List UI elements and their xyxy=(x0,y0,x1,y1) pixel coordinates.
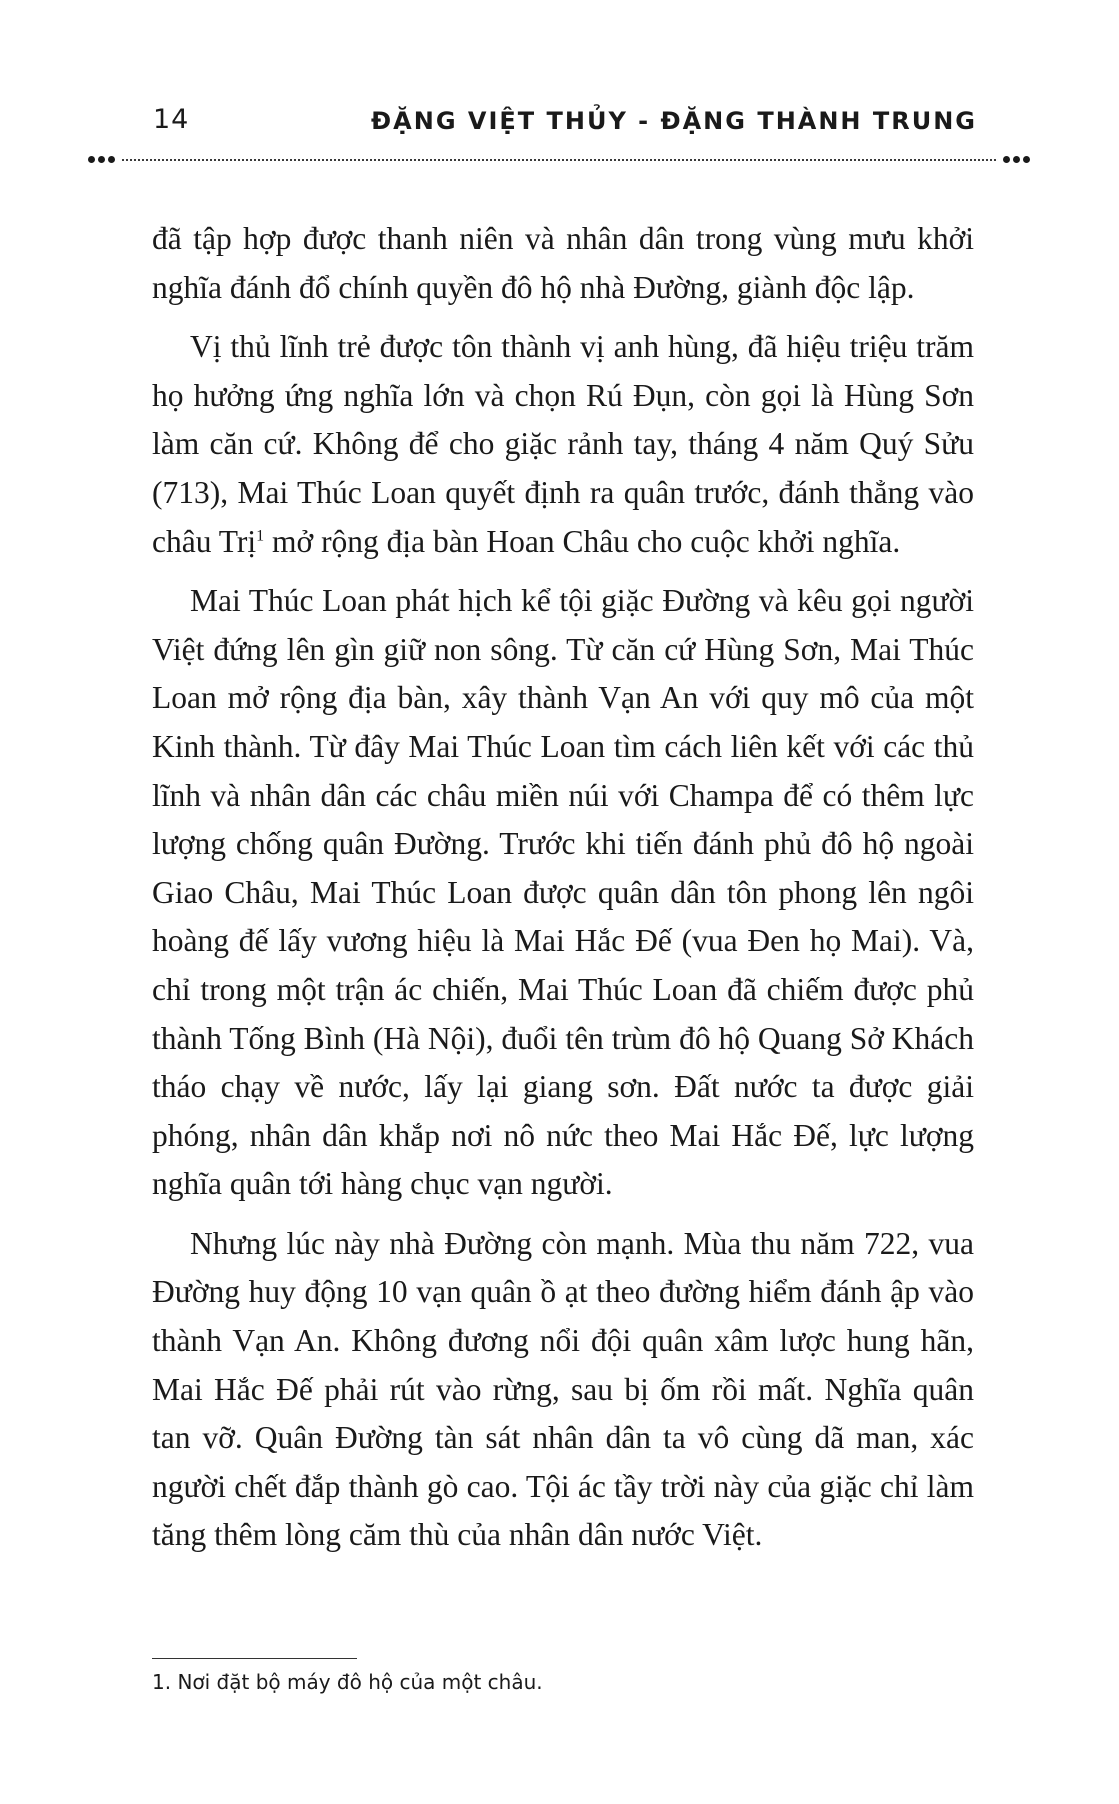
ornament-dot-icon xyxy=(1003,156,1010,163)
page-header xyxy=(0,0,1119,180)
footnote: 1. Nơi đặt bộ máy đô hộ của một châu. xyxy=(152,1670,543,1694)
paragraph-2 xyxy=(152,323,974,566)
footnote-separator xyxy=(152,1658,357,1659)
page-number: 14 xyxy=(153,104,190,135)
body-text xyxy=(152,215,974,1571)
footnote-reference[interactable]: 1 xyxy=(256,527,265,545)
paragraph-3: Mai Thúc Loan phát hịch kể tội giặc Đường và kêu gọi người Việt đứng lên gìn giữ non sông. Từ căn cứ Hùng Sơn, Mai Thúc Loan mở rộng địa bàn, xây thành Vạn An với quy mô của một Kinh thành. Từ đây Mai Thúc Loan tìm cách liên kết với các thủ lĩnh và nhân dân các châu miền núi với Champa để có thêm lực lượng chống quân Đường. Trước khi tiến đánh phủ đô hộ ngoài Giao Châu, Mai Thúc Loan được quân dân tôn phong lên ngôi hoàng đế lấy vương hiệu là Mai Hắc Đế (vua Đen họ Mai). Và, chỉ trong một trận ác chiến, Mai Thúc Loan đã chiếm được phủ thành Tống Bình (Hà Nội), đuổi tên trùm đô hộ Quang Sở Khách tháo chạy về nước, lấy lại giang sơn. Đất nước ta được giải phóng, nhân dân khắp nơi nô nức theo Mai Hắc Đế, lực lượng nghĩa quân tới hàng chục vạn người. xyxy=(152,583,974,1202)
paragraph-2-text: Vị thủ lĩnh trẻ được tôn thành vị anh hùng, đã hiệu triệu trăm họ hưởng ứng nghĩa lớn và chọn Rú Đụn, còn gọi là Hùng Sơn làm căn cứ. Không để cho giặc rảnh tay, tháng 4 năm Quý Sửu (713), Mai Thúc Loan quyết định ra quân trước, đánh thẳng vào châu Trị xyxy=(152,329,974,559)
ornament-dot-icon xyxy=(1013,156,1020,163)
dotted-divider xyxy=(122,159,996,161)
paragraph-1: đã tập hợp được thanh niên và nhân dân trong vùng mưu khởi nghĩa đánh đổ chính quyền đô hộ nhà Đường, giành độc lập. xyxy=(152,221,974,305)
ornament-dot-icon xyxy=(108,156,115,163)
ornament-dot-icon xyxy=(98,156,105,163)
running-head: ĐẶNG VIỆT THỦY - ĐẶNG THÀNH TRUNG xyxy=(371,107,977,135)
ornament-dot-icon xyxy=(1023,156,1030,163)
paragraph-4: Nhưng lúc này nhà Đường còn mạnh. Mùa thu năm 722, vua Đường huy động 10 vạn quân ồ ạt theo đường hiểm đánh ập vào thành Vạn An. Không đương nổi đội quân xâm lược hung hãn, Mai Hắc Đế phải rút vào rừng, sau bị ốm rồi mất. Nghĩa quân tan vỡ. Quân Đường tàn sát nhân dân ta vô cùng dã man, xác người chết đắp thành gò cao. Tội ác tầy trời này của giặc chỉ làm tăng thêm lòng căm thù của nhân dân nước Việt. xyxy=(152,1225,974,1553)
paragraph-2-text-cont: mở rộng địa bàn Hoan Châu cho cuộc khởi nghĩa. xyxy=(264,523,901,559)
ornament-dot-icon xyxy=(88,156,95,163)
header-ornament-rule xyxy=(88,155,1030,165)
